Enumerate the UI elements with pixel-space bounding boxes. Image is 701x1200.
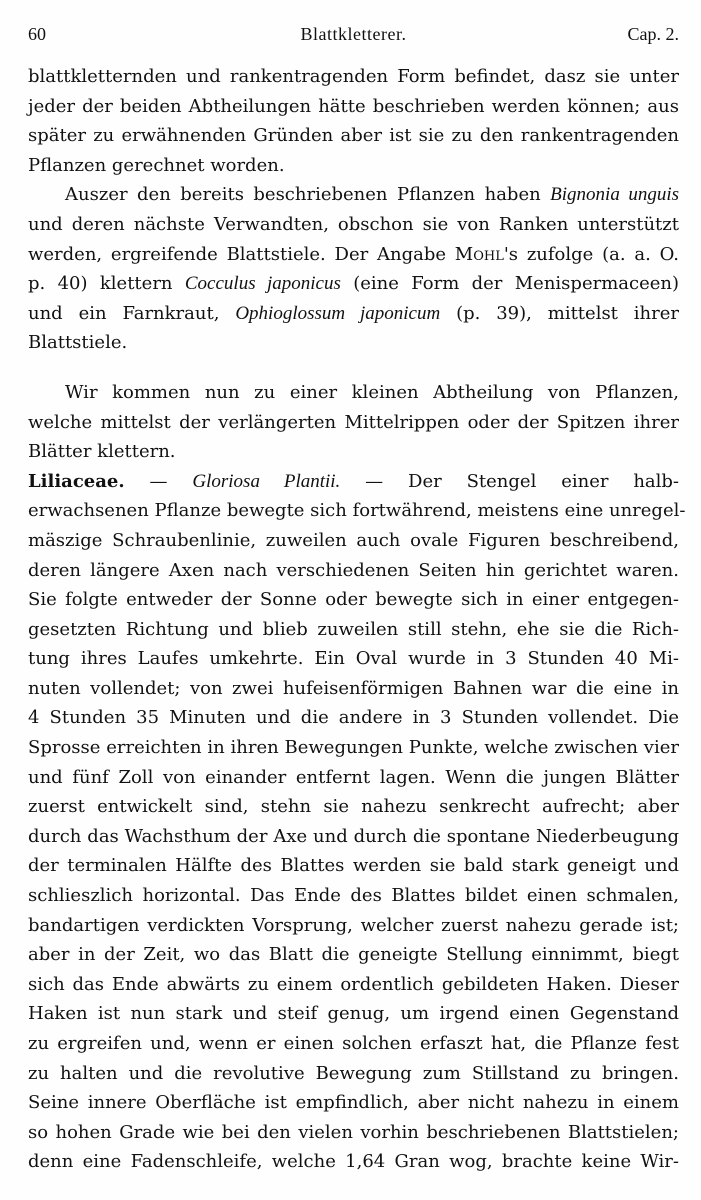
text-line: so hohen Grade wie bei den vielen vorhin beschriebenen Blattstielen;	[28, 1121, 679, 1143]
running-header	[28, 24, 679, 52]
text-line: zu ergreifen und, wenn er einen solchen erfaszt hat, die Pflanze fest	[28, 1033, 679, 1054]
text-line: nuten vollendet; von zwei hufeisenförmigen Bahnen war die eine in	[28, 677, 679, 699]
text-run: werden, ergreifende Blattstiele. Der Angabe	[28, 243, 455, 265]
text-run: und ein Farnkraut,	[28, 302, 236, 324]
text-line: und fünf Zoll von einander entfernt lagen. Wenn die jungen Blätter	[28, 766, 679, 788]
text-run: Auszer den bereits beschriebenen Pflanzen haben	[65, 184, 551, 206]
running-title: Blattkletterer.	[300, 24, 407, 44]
family-heading: Liliaceae.	[28, 470, 125, 492]
text-line: welche mittelst der verlängerten Mittelrippen oder der Spitzen ihrer	[28, 411, 679, 433]
text-line: schlieszlich horizontal. Das Ende des Blattes bildet einen schmalen,	[28, 885, 679, 907]
text-line: Haken ist nun stark und steif genug, um irgend einen Gegenstand	[28, 1003, 679, 1025]
paragraph-gap	[28, 358, 679, 378]
chapter-label: Cap. 2.	[627, 24, 679, 44]
text-line: denn eine Fadenschleife, welche 1,64 Gran wog, brachte keine Wir-	[28, 1151, 679, 1173]
text-run: (eine Form der Menispermaceen)	[340, 273, 679, 295]
text-line: jeder der beiden Abtheilungen hätte beschrieben werden können; aus	[28, 95, 679, 117]
text-line: bandartigen verdickten Vorsprung, welcher zuerst nahezu gerade ist;	[28, 914, 679, 936]
text-line: Seine innere Oberfläche ist empfindlich, aber nicht nahezu in einem	[28, 1092, 679, 1114]
species-name: Ophioglossum japonicum	[235, 302, 441, 324]
species-name: Cocculus japonicus	[184, 273, 341, 295]
text-line: Pflanzen gerechnet worden.	[28, 154, 285, 176]
text-line: deren längere Axen nach verschiedenen Seiten hin gerichtet waren.	[28, 559, 679, 581]
text-line: aber in der Zeit, wo das Blatt die geneigte Stellung einnimmt, biegt	[28, 944, 679, 966]
text-run: p. 40) klettern	[28, 273, 185, 295]
text-line: zu halten und die revolutive Bewegung zum Stillstand zu bringen.	[28, 1062, 679, 1084]
text-line: gesetzten Richtung und blieb zuweilen still stehn, ehe sie die Rich-	[28, 618, 679, 640]
text-line: Blätter klettern.	[28, 441, 176, 463]
text-line: tung ihres Laufes umkehrte. Ein Oval wurde in 3 Stunden 40 Mi-	[28, 648, 679, 670]
text-run: (p. 39), mittelst ihrer	[440, 302, 679, 324]
text-line	[28, 467, 679, 497]
text-line: durch das Wachsthum der Axe und durch die spontane Niederbeugung	[28, 825, 679, 847]
text-line: später zu erwähnenden Gründen aber ist sie zu den rankentragenden	[28, 125, 679, 147]
text-line: blattkletternden und rankentragenden Form befindet, dasz sie unter	[28, 66, 679, 87]
text-line: 4 Stunden 35 Minuten und die andere in 3 Stunden vollendet. Die	[28, 707, 679, 729]
text-line	[28, 299, 679, 329]
text-line: sich das Ende abwärts zu einem ordentlich gebildeten Haken. Dieser	[28, 973, 679, 995]
text-line	[28, 269, 679, 299]
text-line: und deren nächste Verwandten, obschon sie von Ranken unterstützt	[28, 213, 679, 235]
text-line: mäszige Schraubenlinie, zuweilen auch ovale Figuren beschreibend,	[28, 529, 679, 551]
text-line: Sie folgte entweder der Sonne oder bewegte sich in einer entgegen-	[28, 589, 679, 611]
text-line: der terminalen Hälfte des Blattes werden sie bald stark geneigt und	[28, 855, 679, 877]
text-line	[28, 240, 679, 270]
text-line	[28, 180, 679, 210]
author-name: Mohl	[454, 243, 504, 265]
text-line: erwachsenen Pflanze bewegte sich fortwährend, meistens eine unregel-	[28, 500, 686, 522]
paragraph-body	[28, 496, 686, 1177]
species-name: Bignonia unguis	[550, 184, 680, 206]
text-line: Wir kommen nun zu einer kleinen Abtheilung von Pflanzen,	[65, 381, 679, 403]
text-run: 's zufolge (a. a. O.	[503, 243, 679, 265]
text-run: —	[124, 470, 193, 492]
text-line: zuerst entwickelt sind, stehn sie nahezu senkrecht aufrecht; aber	[28, 796, 679, 818]
species-name: Gloriosa Plantii.	[192, 470, 341, 492]
page-number: 60	[28, 24, 46, 44]
body-text	[28, 62, 686, 1177]
text-run: — Der Stengel einer halb-	[340, 470, 679, 492]
text-line: Blattstiele.	[28, 332, 128, 354]
text-line: Sprosse erreichten in ihren Bewegungen Punkte, welche zwischen vier	[28, 737, 679, 759]
